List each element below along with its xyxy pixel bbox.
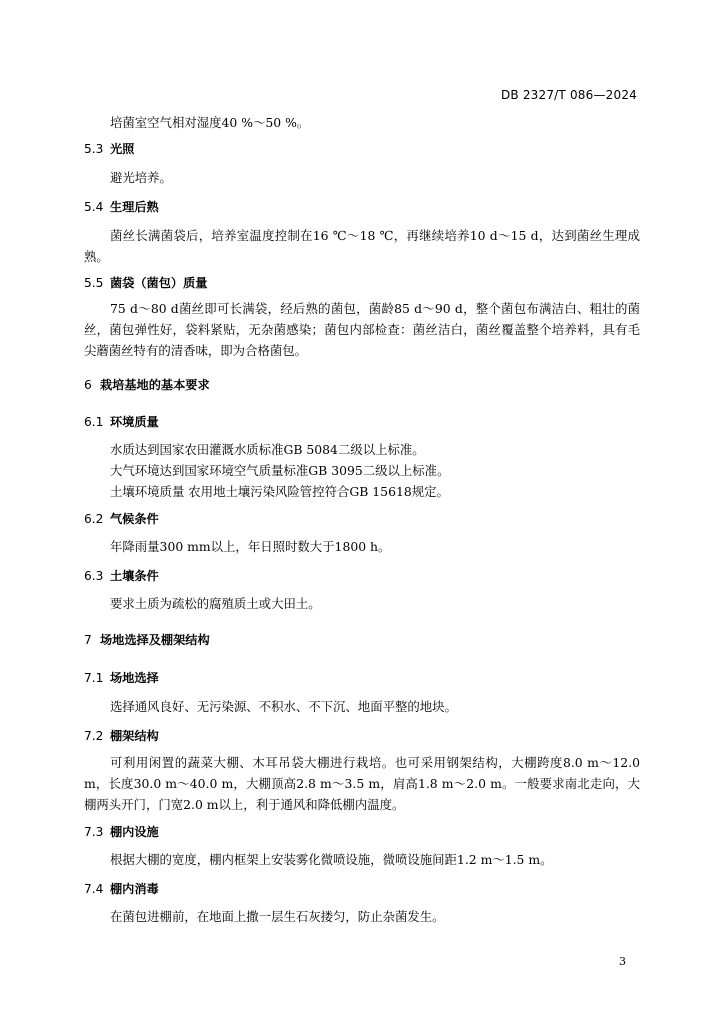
- paragraph-7-3: 根据大棚的宽度，棚内框架上安装雾化微喷设施，微喷设施间距1.2 m～1.5 m。: [110, 852, 553, 867]
- heading-title: 棚内设施: [110, 825, 159, 839]
- paragraph-5-3: 避光培养。: [110, 170, 172, 185]
- paragraph-5-5: 75 d～80 d菌丝即可长满袋，经后熟的菌包，菌龄85 d～90 d，整个菌包布满洁白、粗壮的菌丝，菌包弹性好，袋料紧贴，无杂菌感染；菌包内部检查：菌丝洁白，菌丝覆盖整个培养料，具有毛尖蘑菌丝特有的清香味，即为合格菌包。: [84, 301, 640, 358]
- paragraph-6-1-line-2: 大气环境达到国家环境空气质量标准GB 3095二级以上标准。: [110, 463, 450, 478]
- heading-number: 6.3: [84, 569, 104, 583]
- heading-number: 7.2: [84, 729, 104, 743]
- heading-title: 生理后熟: [110, 200, 159, 214]
- page-number: 3: [619, 955, 626, 968]
- heading-6-2: [84, 510, 640, 527]
- paragraph-6-1-line-3: 土壤环境质量 农用地土壤污染风险管控符合GB 15618规定。: [110, 484, 449, 499]
- paragraph-7-4: 在菌包进棚前，在地面上撒一层生石灰搂匀，防止杂菌发生。: [110, 909, 445, 924]
- heading-title: 场地选择: [110, 671, 159, 685]
- document-code-header: DB 2327/T 086—2024: [500, 88, 637, 102]
- heading-title: 菌袋（菌包）质量: [110, 276, 208, 290]
- paragraph-6-1-line-1: 水质达到国家农田灌溉水质标准GB 5084二级以上标准。: [110, 442, 425, 457]
- heading-number: 5.3: [84, 142, 104, 156]
- heading-5-5: [84, 274, 640, 291]
- heading-title: 光照: [110, 142, 135, 156]
- heading-7: [84, 631, 640, 648]
- heading-title: 棚内消毒: [110, 882, 159, 896]
- paragraph-7-2: 可利用闲置的蔬菜大棚、木耳吊袋大棚进行栽培。也可采用钢架结构，大棚跨度8.0 m～12.0 m，长度30.0 m～40.0 m，大棚顶高2.8 m～3.5 m，肩高1.8 m～2.0 m。一般要求南北走向，大棚两头开门，门宽2.0 m以上，利于通风和降低棚内温度。: [84, 755, 640, 812]
- paragraph-5-2-tail: 培菌室空气相对湿度40 %～50 %。: [110, 115, 310, 130]
- heading-7-2: [84, 727, 640, 744]
- paragraph-6-3: 要求土质为疏松的腐殖质土或大田土。: [110, 596, 321, 611]
- heading-number: 7.1: [84, 671, 104, 685]
- heading-number: 6.2: [84, 512, 104, 526]
- heading-number: 5.5: [84, 276, 104, 290]
- heading-6-3: [84, 567, 640, 584]
- heading-6: [84, 376, 640, 393]
- heading-number: 7.4: [84, 882, 104, 896]
- heading-7-3: [84, 823, 640, 840]
- heading-7-1: [84, 669, 640, 686]
- heading-number: 5.4: [84, 200, 104, 214]
- paragraph-5-4: 菌丝长满菌袋后，培养室温度控制在16 ℃～18 ℃，再继续培养10 d～15 d，达到菌丝生理成熟。: [84, 228, 640, 264]
- paragraph-6-2: 年降雨量300 mm以上，年日照时数大于1800 h。: [110, 539, 391, 554]
- heading-number: 6.1: [84, 415, 104, 429]
- heading-5-4: [84, 198, 640, 215]
- heading-number: 7.3: [84, 825, 104, 839]
- heading-number: 7: [84, 633, 92, 647]
- paragraph-7-1: 选择通风良好、无污染源、不积水、不下沉、地面平整的地块。: [110, 699, 457, 714]
- heading-6-1: [84, 413, 640, 430]
- heading-title: 气候条件: [110, 512, 159, 526]
- heading-title: 场地选择及棚架结构: [100, 633, 210, 647]
- heading-5-3: [84, 140, 640, 157]
- heading-title: 环境质量: [110, 415, 159, 429]
- heading-title: 栽培基地的基本要求: [100, 378, 210, 392]
- heading-title: 土壤条件: [110, 569, 159, 583]
- heading-title: 棚架结构: [110, 729, 159, 743]
- heading-7-4: [84, 880, 640, 897]
- heading-number: 6: [84, 378, 92, 392]
